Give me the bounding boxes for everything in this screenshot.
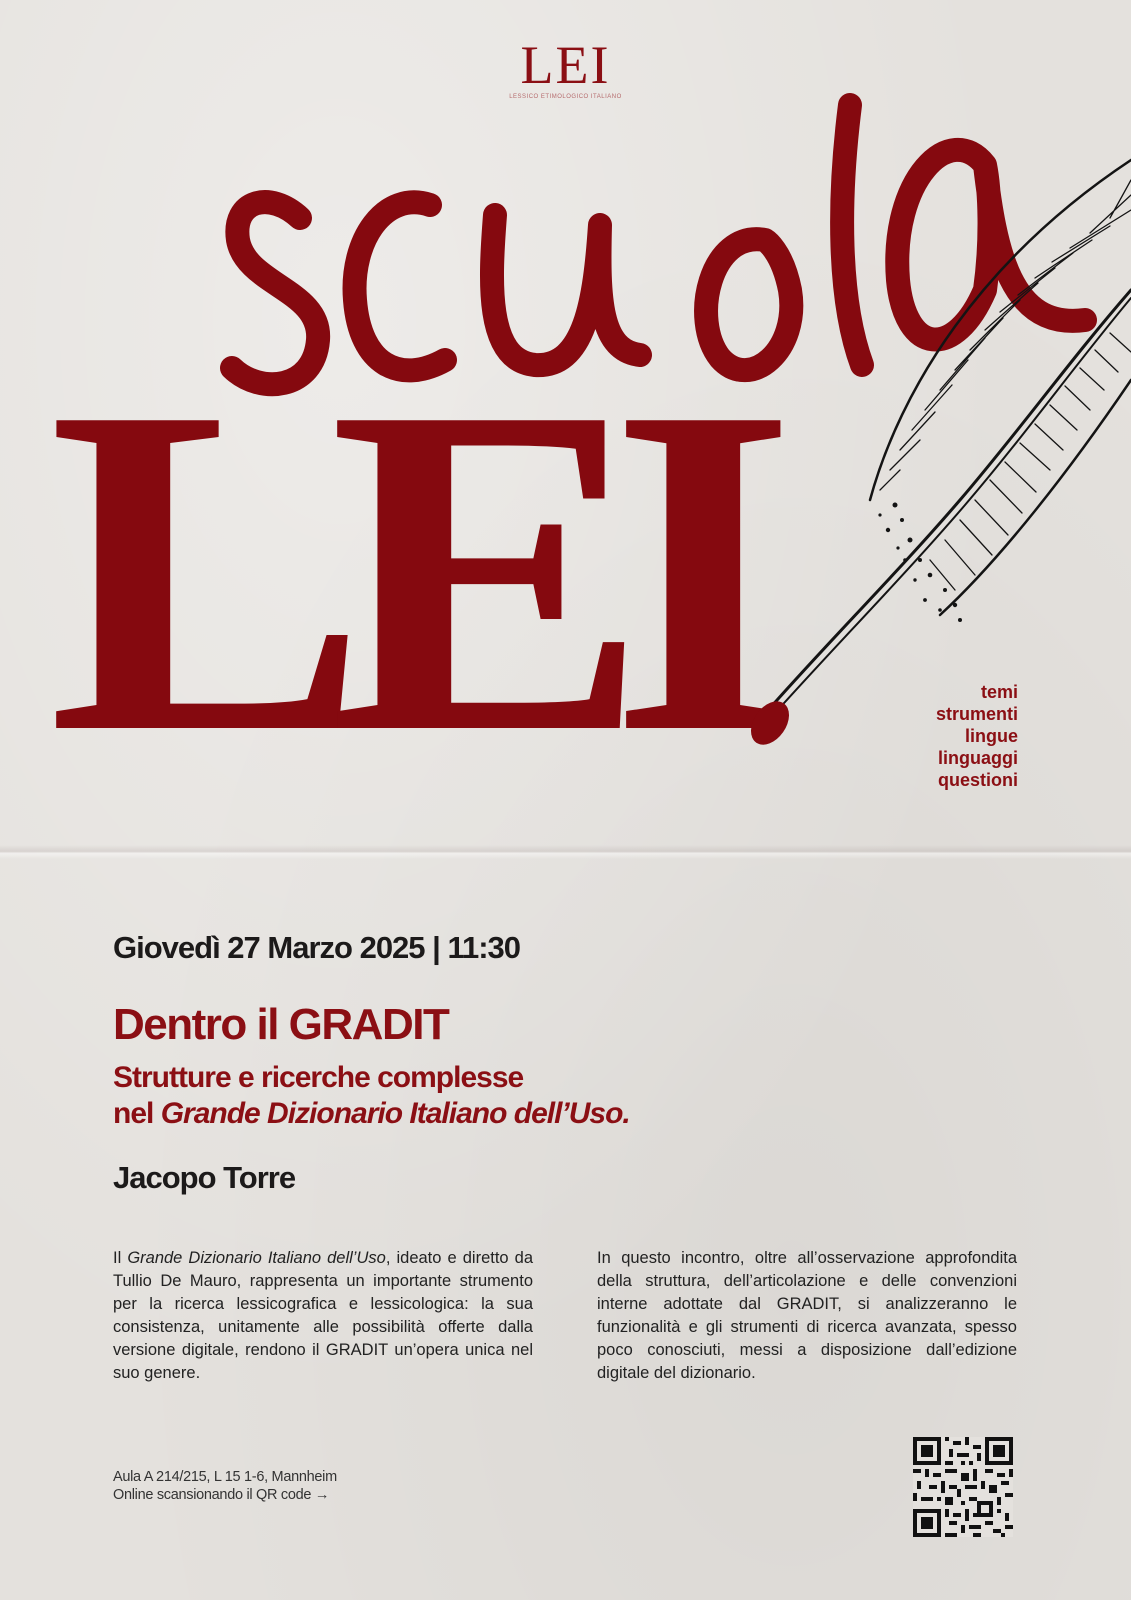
- online-instructions: Online scansionando il QR code →: [113, 1487, 330, 1503]
- event-subtitle: [113, 1060, 630, 1132]
- venue-info: [113, 1468, 337, 1504]
- event-date-time: Giovedì 27 Marzo 2025 | 11:30: [113, 930, 521, 965]
- venue-address: Aula A 214/215, L 15 1-6, Mannheim: [113, 1469, 337, 1485]
- qr-code-icon[interactable]: [913, 1437, 1013, 1537]
- top-logo-subtitle: LESSICO ETIMOLOGICO ITALIANO: [509, 94, 622, 100]
- subtitle-line-1: Strutture e ricerche complesse: [113, 1061, 524, 1094]
- desc-left-rest: , ideato e diretto da Tullio De Mauro, rappresenta un importante strumento per la ricerca lessicografica e lessicologica: la sua consistenza, unitamente alle possibilità offerte dalla versione digitale, rendono il GRADIT un’opera unica nel suo genere.: [113, 1249, 534, 1382]
- tag-item: questioni: [938, 770, 1018, 790]
- speaker-name: Jacopo Torre: [113, 1160, 296, 1195]
- desc-left-italic: Grande Dizionario Italiano dell’Uso: [127, 1249, 386, 1267]
- description-right: In questo incontro, oltre all’osservazione approfondita della struttura, dell’articolazione e delle convenzioni interne adottate dal GRADIT, si analizzeranno le funzionalità e gli strumenti di ricerca avanzata, spesso poco conosciuti, messi a disposizione dall’edizione digitale del dizionario.: [597, 1249, 1017, 1382]
- description-left: [113, 1247, 533, 1385]
- hero-big-title: LEI: [48, 309, 758, 830]
- event-title: Dentro il GRADIT: [113, 1000, 449, 1049]
- subtitle-prefix: nel: [113, 1097, 161, 1130]
- hero-tags: [936, 681, 1018, 791]
- tag-item: linguaggi: [938, 748, 1018, 768]
- top-logo-text: LEI: [520, 35, 611, 95]
- tag-item: strumenti: [935, 704, 1018, 724]
- tag-item: temi: [980, 682, 1018, 702]
- subtitle-line-2: [113, 1096, 630, 1132]
- desc-left-prefix: Il: [113, 1249, 128, 1267]
- subtitle-italic: Grande Dizionario Italiano dell’Uso.: [160, 1097, 630, 1130]
- tag-item: lingue: [965, 726, 1018, 746]
